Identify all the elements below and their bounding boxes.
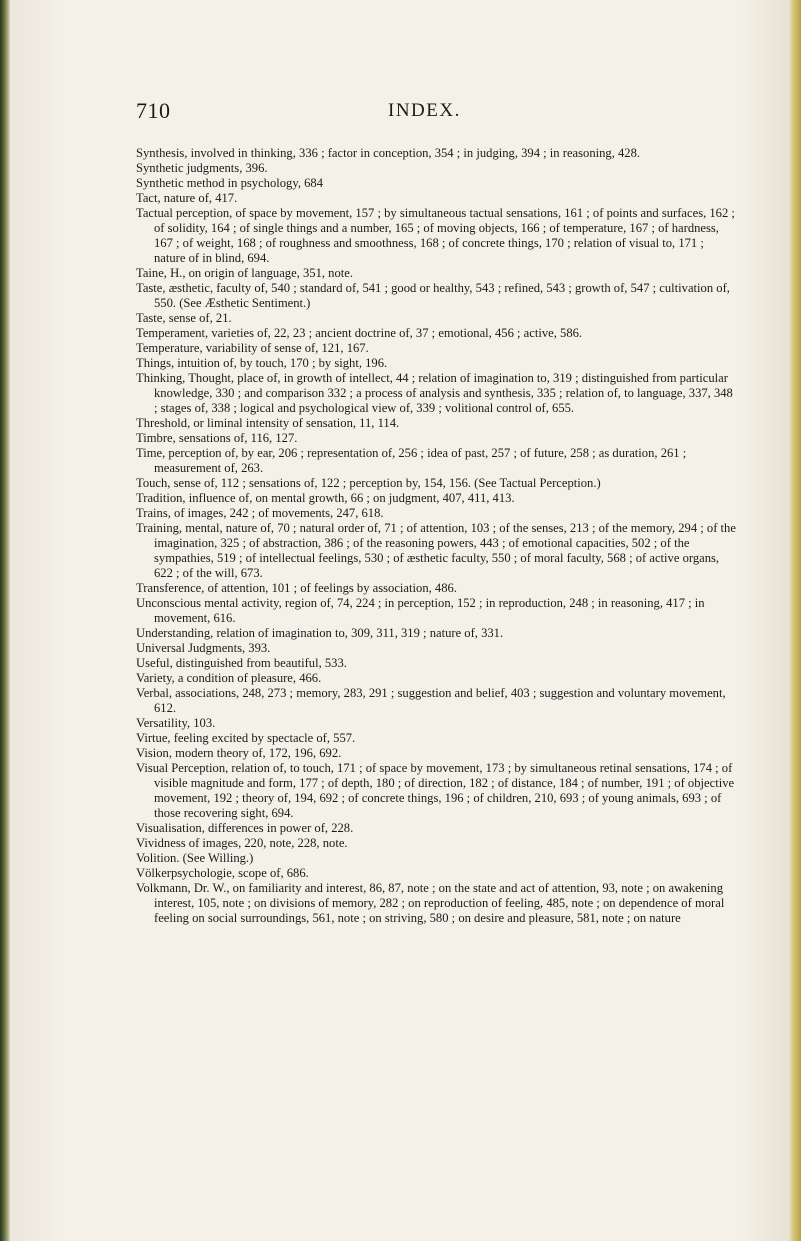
- index-entry: Touch, sense of, 112 ; sensations of, 122 ; perception by, 154, 156. (See Tactual Perception.): [136, 476, 601, 490]
- page-edge: [789, 0, 801, 1241]
- index-entry: Timbre, sensations of, 116, 127.: [136, 431, 298, 445]
- index-entry: Things, intuition of, by touch, 170 ; by sight, 196.: [136, 356, 388, 370]
- index-entry: Vividness of images, 220, note, 228, note.: [136, 836, 348, 850]
- page-number: 710: [136, 98, 171, 123]
- index-entry: Visualisation, differences in power of, 228.: [136, 821, 354, 835]
- index-entry: Temperature, variability of sense of, 121, 167.: [136, 341, 369, 355]
- index-entry: Taine, H., on origin of language, 351, note.: [136, 266, 354, 280]
- index-entry: Verbal, associations, 248, 273 ; memory, 283, 291 ; suggestion and belief, 403 ; suggestion and voluntary movement, 612.: [136, 686, 726, 715]
- index-entry: Universal Judgments, 393.: [136, 641, 271, 655]
- index-entry: Transference, of attention, 101 ; of feelings by association, 486.: [136, 581, 457, 595]
- index-entry: Tactual perception, of space by movement, 157 ; by simultaneous tactual sensations, 161 ; of points and surfaces, 162 ; of solidity, 164 ; of single things and a number, 165 ; of moving objects, 166 ; of temperature, 167 ; of hardness, 167 ; of weight, 168 ; of roughness and smoothness, 168 ; of concrete things, 170 ; relation of visual to, 171 ; nature of in blind, 694.: [136, 206, 735, 265]
- index-entry: Visual Perception, relation of, to touch, 171 ; of space by movement, 173 ; by simultaneous retinal sensations, 174 ; of visible magnitude and form, 177 ; of depth, 180 ; of direction, 182 ; of distance, 184 ; of number, 191 ; of objective movement, 192 ; theory of, 194, 692 ; of concrete things, 196 ; of children, 210, 693 ; of young animals, 693 ; of those recovering sight, 694.: [136, 761, 735, 820]
- index-entry: Trains, of images, 242 ; of movements, 247, 618.: [136, 506, 384, 520]
- index-entry: Tact, nature of, 417.: [136, 191, 238, 205]
- index-entry: Volition. (See Willing.): [136, 851, 254, 865]
- index-entry: Synthetic method in psychology, 684: [136, 176, 324, 190]
- page-header: [136, 98, 736, 126]
- index-entry: Variety, a condition of pleasure, 466.: [136, 671, 322, 685]
- index-entry: Threshold, or liminal intensity of sensation, 11, 114.: [136, 416, 400, 430]
- index-entry: Thinking, Thought, place of, in growth of intellect, 44 ; relation of imagination to, 319 ; distinguished from particular knowledge, 330 ; and comparison 332 ; a process of analysis and synthesis, 335 ; relation of, to language, 337, 348 ; stages of, 338 ; logical and psychological view of, 339 ; volitional control of, 655.: [136, 371, 733, 415]
- index-entry: Useful, distinguished from beautiful, 533.: [136, 656, 347, 670]
- index-entry: Unconscious mental activity, region of, 74, 224 ; in perception, 152 ; in reproduction, 248 ; in reasoning, 417 ; in movement, 616.: [136, 596, 705, 625]
- book-spine-shadow: [0, 0, 10, 1241]
- index-entry: Vision, modern theory of, 172, 196, 692.: [136, 746, 342, 760]
- index-entry: Taste, æsthetic, faculty of, 540 ; standard of, 541 ; good or healthy, 543 ; refined, 543 ; growth of, 547 ; cultivation of, 550. (See Æsthetic Sentiment.): [136, 281, 730, 310]
- index-entry: Völkerpsychologie, scope of, 686.: [136, 866, 309, 880]
- index-entry: Virtue, feeling excited by spectacle of, 557.: [136, 731, 356, 745]
- index-entry: Volkmann, Dr. W., on familiarity and interest, 86, 87, note ; on the state and act of attention, 93, note ; on awakening interest, 105, note ; on divisions of memory, 282 ; on reproduction of feeling, 485, note ; on dependence of moral feeling on social surroundings, 561, note ; on striving, 580 ; on desire and pleasure, 581, note ; on nature: [136, 881, 725, 925]
- index-entry: Versatility, 103.: [136, 716, 216, 730]
- index-entry: Tradition, influence of, on mental growth, 66 ; on judgment, 407, 411, 413.: [136, 491, 515, 505]
- index-entry: Taste, sense of, 21.: [136, 311, 232, 325]
- index-entry: Understanding, relation of imagination to, 309, 311, 319 ; nature of, 331.: [136, 626, 504, 640]
- index-entry: Training, mental, nature of, 70 ; natural order of, 71 ; of attention, 103 ; of the senses, 213 ; of the memory, 294 ; of the imagination, 325 ; of abstraction, 386 ; of the reasoning powers, 443 ; of emotional capacities, 502 ; of the sympathies, 519 ; of intellectual feelings, 530 ; of æsthetic faculty, 550 ; of moral faculty, 568 ; of active organs, 622 ; of the will, 673.: [136, 521, 736, 580]
- index-entry: Time, perception of, by ear, 206 ; representation of, 256 ; idea of past, 257 ; of future, 258 ; as duration, 261 ; measurement of, 263.: [136, 446, 687, 475]
- running-title: INDEX.: [388, 100, 461, 121]
- index-entries: [136, 146, 736, 926]
- index-entry: Synthesis, involved in thinking, 336 ; factor in conception, 354 ; in judging, 394 ; in reasoning, 428.: [136, 146, 641, 160]
- index-entry: Temperament, varieties of, 22, 23 ; ancient doctrine of, 37 ; emotional, 456 ; active, 586.: [136, 326, 583, 340]
- index-entry: Synthetic judgments, 396.: [136, 161, 268, 175]
